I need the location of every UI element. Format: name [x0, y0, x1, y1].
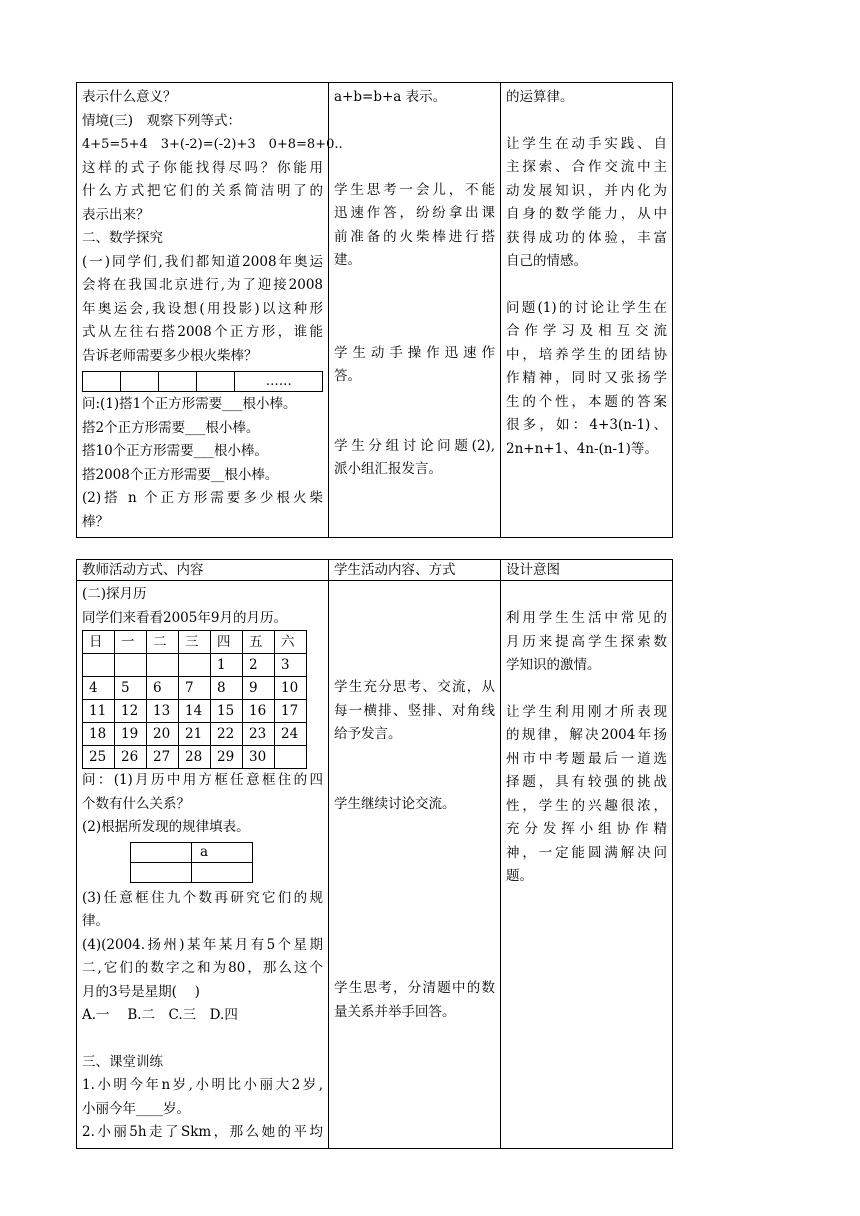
text-line: 利用学生生活中常见的	[506, 610, 667, 626]
calendar-day: 10	[275, 677, 307, 700]
calendar-table	[82, 630, 307, 769]
text-line: 告诉老师需要多少根火柴棒？	[82, 347, 258, 364]
text-line: 生的个性，本题的答案	[506, 393, 667, 410]
calendar-weekday: 四	[211, 631, 243, 654]
calendar-day: 9	[243, 677, 275, 700]
calendar-weekday: 一	[115, 631, 147, 654]
equations-line: 4+5=5+4 3+(-2)=(-2)+3 0+8=8+0..	[82, 137, 343, 152]
fill-cell-a: a	[192, 842, 253, 862]
calendar-day: 16	[243, 700, 275, 723]
text-line: 式从左往右搭2008个正方形，谁能	[82, 324, 323, 340]
text-line: 学生动手操作迅速作	[334, 344, 495, 361]
text-line: 量关系并举手回答。	[334, 1003, 456, 1020]
text-line: 表示出来？	[82, 206, 150, 223]
text-line: 获得成功的体验，丰富	[506, 229, 667, 246]
question-line: 个数有什么关系？	[82, 795, 190, 812]
text-line: (一)同学们,我们都知道2008年奥运	[82, 253, 323, 270]
exercise-line: 2.小丽5h走了Skm，那么她的平均	[82, 1124, 323, 1140]
calendar-day: 7	[179, 677, 211, 700]
text-line: 问题(1)的讨论让学生在	[506, 299, 667, 316]
calendar-day: 22	[211, 723, 243, 746]
text-line: 州市中考题最后一道选	[506, 750, 667, 767]
calendar-weekday-row	[83, 631, 307, 654]
square-cell	[83, 372, 121, 392]
text-line: 神，一定能圆满解决问	[506, 844, 667, 861]
text-line: 这样的式子你能找得尽吗？你能用	[82, 159, 323, 176]
student-activity-cell	[329, 83, 501, 538]
fill-cell	[192, 862, 253, 882]
question-line: 问:(1)搭1个正方形需要___根小棒。	[82, 396, 297, 412]
calendar-weekday: 三	[179, 631, 211, 654]
text-line: 合作学习及相互交流	[506, 323, 667, 339]
question-line: 搭10个正方形需要___根小棒。	[82, 443, 268, 459]
calendar-day: 5	[115, 677, 147, 700]
calendar-week-row	[83, 746, 307, 769]
calendar-day	[147, 654, 179, 677]
calendar-day: 1	[211, 654, 243, 677]
question-line: 月的3号是星期( )	[82, 983, 200, 1000]
text-line: 表示什么意义？	[82, 89, 177, 105]
text-line: 的运算律。	[506, 89, 574, 105]
calendar-day: 27	[147, 746, 179, 769]
calendar-day	[275, 746, 307, 769]
square-cell	[121, 372, 159, 392]
calendar-day: 17	[275, 700, 307, 723]
text-line: a+b=b+a 表示。	[334, 89, 447, 105]
text-line: 2n+n+1、4n-(n-1)等。	[506, 440, 658, 457]
text-line: 自己的情感。	[506, 253, 587, 269]
calendar-day: 21	[179, 723, 211, 746]
text-line: 建。	[334, 252, 361, 268]
design-intent-cell	[501, 83, 673, 538]
text-line: 迅速作答，纷纷拿出课	[334, 205, 495, 221]
lesson-table-bottom	[76, 559, 673, 1149]
section-heading: 三、课堂训练	[82, 1053, 163, 1070]
calendar-day	[115, 654, 147, 677]
teacher-activity-cell	[77, 83, 343, 538]
text-line: 派小组汇报发言。	[334, 461, 442, 477]
text-line: 很多，如：4+3(n-1)、	[506, 417, 667, 433]
calendar-day	[83, 654, 115, 677]
calendar-day: 6	[147, 677, 179, 700]
lesson-table-top	[76, 82, 673, 538]
text-line: 年奥运会,我设想(用投影)以这种形	[82, 300, 323, 317]
calendar-weekday: 二	[147, 631, 179, 654]
teacher-activity-cell	[77, 581, 329, 1149]
text-line: 学生思考一会儿，不能	[334, 181, 495, 198]
student-activity-cell	[329, 581, 501, 1149]
question-line: 二,它们的数字之和为80，那么这个	[82, 960, 323, 976]
calendar-day: 2	[243, 654, 275, 677]
text-line: 中，培养学生的团结协	[506, 346, 667, 363]
text-line: 动发展知识，并内化为	[506, 182, 667, 199]
subsection-heading: (二)探月历	[82, 586, 147, 602]
calendar-day: 24	[275, 723, 307, 746]
calendar-week-row	[83, 723, 307, 746]
calendar-day: 28	[179, 746, 211, 769]
text-line: 学生继续讨论交流。	[334, 795, 456, 812]
calendar-day: 25	[83, 746, 115, 769]
exercise-line: 1.小明今年n岁,小明比小丽大2岁,	[82, 1077, 323, 1093]
matchstick-squares-diagram	[82, 371, 323, 392]
text-line: 题。	[506, 868, 533, 884]
header-student: 学生活动内容、方式	[329, 560, 501, 581]
text-line: 什么方式把它们的关系简洁明了的	[82, 183, 323, 199]
header-design: 设计意图	[501, 560, 673, 581]
calendar-weekday: 六	[275, 631, 307, 654]
text-line: 情境(三) 观察下列等式：	[82, 112, 242, 129]
fill-cell	[131, 862, 192, 882]
text-line: 的规律，解决2004年扬	[506, 727, 667, 743]
text-line: 让学生在动手实践、自	[506, 135, 667, 152]
text-line: 作精神，同时又张扬学	[506, 370, 667, 386]
text-line: 让学生利用刚才所表现	[506, 703, 667, 720]
calendar-day: 4	[83, 677, 115, 700]
calendar-day: 18	[83, 723, 115, 746]
question-line: (4)(2004.扬州)某年某月有5个星期	[82, 936, 323, 953]
calendar-weekday: 日	[83, 631, 115, 654]
calendar-weekday: 五	[243, 631, 275, 654]
answer-options: A.一 B.二 C.三 D.四	[82, 1007, 238, 1023]
question-line: 律。	[82, 913, 109, 929]
section-heading: 二、数学探究	[82, 230, 163, 246]
question-line: 问：(1)月历中用方框任意框住的四	[82, 772, 323, 788]
calendar-day: 13	[147, 700, 179, 723]
question-line: 棒？	[82, 513, 109, 530]
calendar-day: 19	[115, 723, 147, 746]
text-line: 学生充分思考、交流，从	[334, 679, 495, 695]
calendar-week-row	[83, 677, 307, 700]
square-cell: ……	[235, 372, 323, 392]
text-line: 答。	[334, 368, 361, 384]
calendar-day: 20	[147, 723, 179, 746]
calendar-day: 8	[211, 677, 243, 700]
calendar-day: 15	[211, 700, 243, 723]
text-line: 性，学生的兴趣很浓，	[506, 797, 667, 814]
calendar-day: 11	[83, 700, 115, 723]
question-line: 搭2个正方形需要___根小棒。	[82, 419, 260, 436]
text-line: 月历来提高学生探索数	[506, 633, 667, 650]
calendar-day: 30	[243, 746, 275, 769]
calendar-week-row	[83, 700, 307, 723]
exercise-line: 小丽今年____岁。	[82, 1100, 190, 1117]
calendar-day: 26	[115, 746, 147, 769]
text-line: 学知识的激情。	[506, 657, 601, 673]
question-line: (2)根据所发现的规律填表。	[82, 819, 250, 835]
fill-cell	[131, 842, 192, 862]
calendar-day: 14	[179, 700, 211, 723]
calendar-day: 3	[275, 654, 307, 677]
question-line: (2)搭 n 个正方形需要多少根火柴	[82, 490, 323, 506]
text-line: 充分发挥小组协作精	[506, 821, 667, 837]
question-line: (3)任意框住九个数再研究它们的规	[82, 889, 323, 906]
text-line: 前准备的火柴棒进行搭	[334, 228, 495, 245]
text-line: 给予发言。	[334, 726, 402, 742]
text-line: 每一横排、竖排、对角线	[334, 702, 495, 719]
header-teacher: 教师活动方式、内容	[77, 560, 329, 581]
text-line: 学生分组讨论问题(2),	[334, 437, 495, 454]
calendar-day	[179, 654, 211, 677]
calendar-week-row	[83, 654, 307, 677]
text-line: 择题，具有较强的挑战	[506, 774, 667, 790]
text-line: 自身的数学能力，从中	[506, 206, 667, 222]
calendar-day: 12	[115, 700, 147, 723]
calendar-day: 23	[243, 723, 275, 746]
text-line: 同学们来看看2005年9月的月历。	[82, 609, 287, 626]
square-cell	[159, 372, 197, 392]
question-line: 搭2008个正方形需要__根小棒。	[82, 466, 279, 483]
text-line: 学生思考，分清题中的数	[334, 980, 495, 996]
square-cell	[197, 372, 235, 392]
calendar-day: 29	[211, 746, 243, 769]
pattern-fill-table	[130, 842, 253, 883]
design-intent-cell	[501, 581, 673, 1149]
text-line: 会将在我国北京进行,为了迎接2008	[82, 277, 323, 293]
text-line: 主探索、合作交流中主	[506, 159, 667, 175]
